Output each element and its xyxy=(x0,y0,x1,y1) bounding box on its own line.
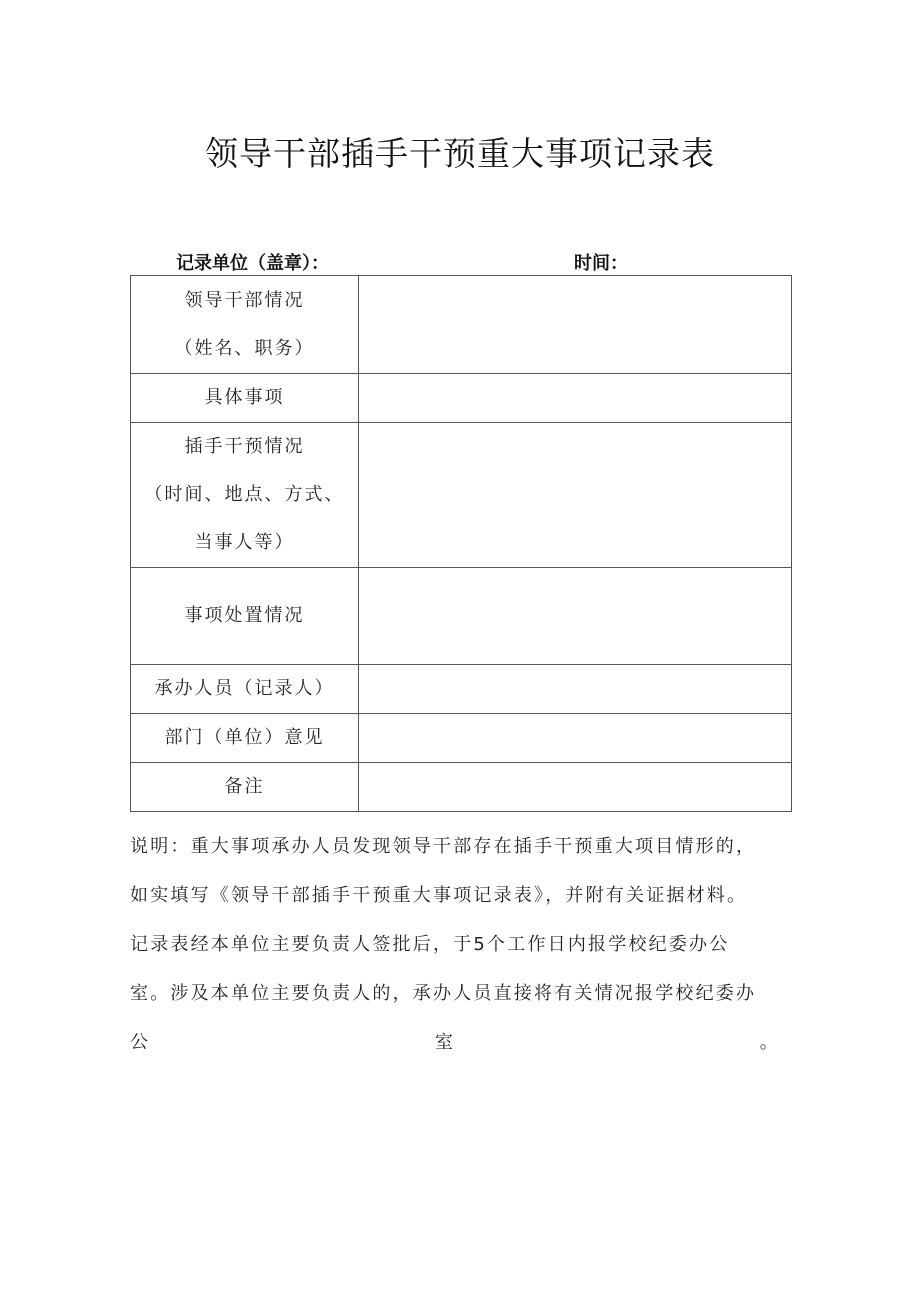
remarks-label: 备注 xyxy=(131,763,359,812)
specific-matter-label: 具体事项 xyxy=(131,374,359,423)
note-line: 室。涉及本单位主要负责人的，承办人员直接将有关情况报学校纪委办 xyxy=(130,983,757,1004)
table-row xyxy=(131,714,792,763)
note-line: 记录表经本单位主要负责人签批后，于5个工作日内报学校纪委办公 xyxy=(130,934,730,955)
leader-info-field[interactable] xyxy=(359,276,792,374)
page-title: 领导干部插手干预重大事项记录表 xyxy=(205,134,715,173)
table-row xyxy=(131,763,792,812)
table-row xyxy=(131,423,792,568)
record-unit-label: 记录单位（盖章）： xyxy=(176,253,329,274)
table-row xyxy=(131,665,792,714)
specific-matter-field[interactable] xyxy=(359,374,792,423)
remarks-field[interactable] xyxy=(359,763,792,812)
record-form-table xyxy=(130,275,792,812)
table-row xyxy=(131,374,792,423)
note-last-line: 公 室 。 xyxy=(130,1032,780,1053)
table-row xyxy=(131,568,792,665)
table-row xyxy=(131,276,792,374)
note-line: 如实填写《领导干部插手干预重大事项记录表》，并附有关证据材料。 xyxy=(130,885,748,906)
instructions-note xyxy=(130,822,790,1067)
handler-label: 承办人员（记录人） xyxy=(131,665,359,714)
interference-label: 插手干预情况 （时间、地点、方式、 当事人等） xyxy=(131,423,359,568)
department-opinion-field[interactable] xyxy=(359,714,792,763)
handling-label: 事项处置情况 xyxy=(131,568,359,665)
leader-info-label: 领导干部情况 （姓名、职务） xyxy=(131,276,359,374)
time-label: 时间： xyxy=(574,253,628,274)
department-opinion-label: 部门（单位）意见 xyxy=(131,714,359,763)
handler-field[interactable] xyxy=(359,665,792,714)
handling-field[interactable] xyxy=(359,568,792,665)
note-line: 说明：重大事项承办人员发现领导干部存在插手干预重大项目情形的， xyxy=(130,836,757,857)
interference-field[interactable] xyxy=(359,423,792,568)
